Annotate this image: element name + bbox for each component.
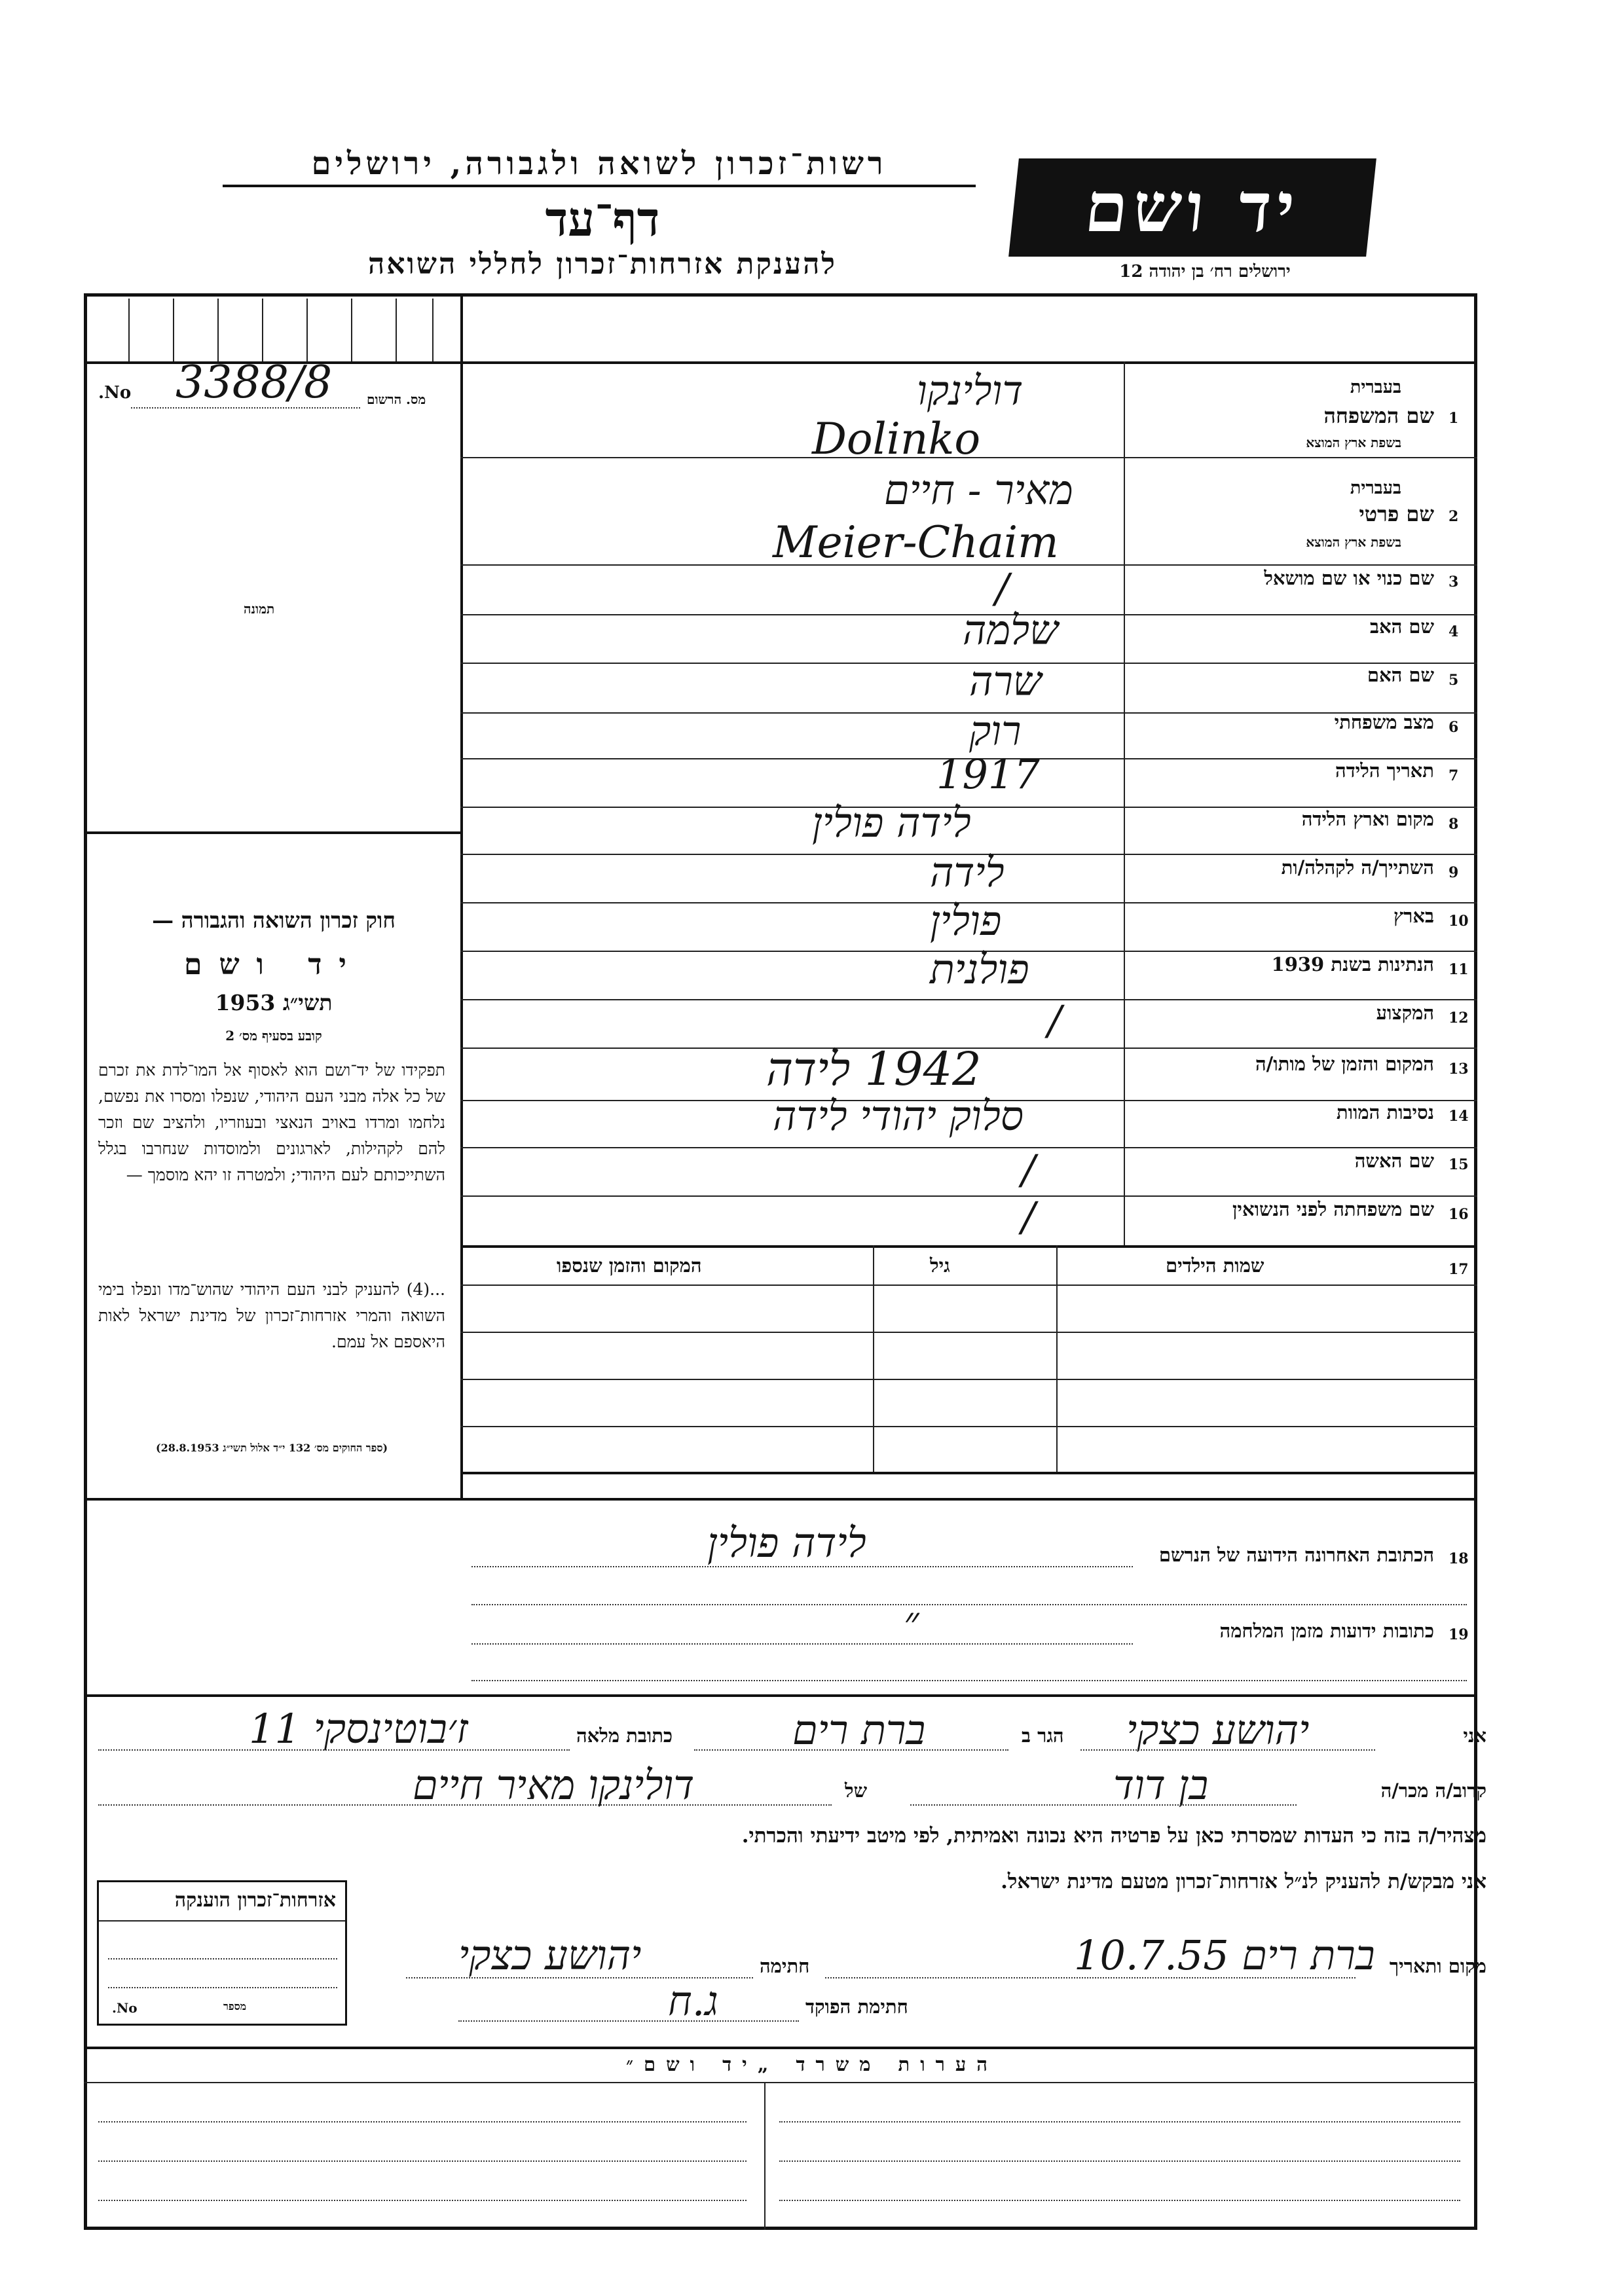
signature-label: חתימה — [760, 1955, 810, 1977]
field-4-label: שם האב — [1369, 615, 1434, 638]
field-16-num: 16 — [1449, 1206, 1469, 1223]
relation-value: בן דוד — [1113, 1761, 1209, 1809]
stamp-dotted — [108, 1987, 337, 1988]
field-2-num: 2 — [1449, 508, 1459, 525]
field-13-label: המקום והזמן של מותו/ה — [1255, 1053, 1434, 1075]
office-dotted — [98, 2160, 747, 2162]
field-2-hint-origin: בשפת ארץ המוצא — [1306, 534, 1401, 550]
field-2-label: שם פרטי — [1359, 501, 1434, 526]
field-14-num: 14 — [1449, 1108, 1469, 1125]
section-line — [84, 1498, 1477, 1501]
citizenship-stamp-box — [97, 1880, 347, 2026]
field-18-value: לידה פולין — [707, 1519, 866, 1567]
law-text-2: ...(4) להעניק לבני העם היהודי שהוש־מדו ונפלו בימי השואה והמרי אזרחות־זכרון של מדינת ישראל לאות היאספם אל עמם. — [98, 1280, 445, 1351]
field-10-num: 10 — [1449, 913, 1469, 930]
law-body-2 — [98, 1277, 445, 1355]
field-11-label: הנתינות בשנת 1939 — [1271, 953, 1434, 975]
strip-cell — [351, 299, 352, 361]
field-19-label: כתובות ידועות מזמן המלחמה — [1219, 1620, 1434, 1642]
field-11-value: פולנית — [930, 945, 1029, 993]
row-line — [460, 1147, 1477, 1148]
field-2-value-he: מאיר - חיים — [884, 466, 1073, 514]
field-3-value: / — [995, 564, 1009, 612]
dotted — [98, 1749, 570, 1751]
children-row-line — [460, 1379, 1477, 1380]
field-12-label: המקצוע — [1376, 1002, 1434, 1024]
office-dotted — [98, 2121, 747, 2123]
request-text: אני מבקש/ת להעניק לנ״ל אזרחות־זכרון מטעם מדינת ישראל. — [1001, 1870, 1486, 1893]
registry-dotted — [131, 407, 360, 409]
field-14-label: נסיבות המוות — [1336, 1101, 1434, 1123]
field-10-label: בארץ — [1393, 905, 1434, 927]
signature-value: יהושע כצקי — [458, 1931, 642, 1979]
photo-bottom-line — [84, 831, 462, 834]
field-19-dotted-2 — [471, 1680, 1467, 1681]
office-dotted — [779, 2121, 1460, 2123]
declarant-lives-label: הגר ב — [1022, 1724, 1064, 1747]
row-line — [460, 1245, 1477, 1248]
children-col-divider — [1056, 1245, 1058, 1472]
label-value-divider — [1124, 361, 1125, 1245]
field-19-value: ״ — [904, 1597, 919, 1645]
field-1-value-he: דולינקו — [917, 367, 1024, 414]
strip-cell — [173, 299, 174, 361]
clerk-signature-label: חתימת הפוקד — [805, 1995, 908, 2018]
children-col-names: שמות הילדים — [1166, 1254, 1264, 1277]
of-name-value: דולינקו מאיר חיים — [413, 1761, 695, 1809]
declarant-name: יהושע כצקי — [1126, 1706, 1310, 1754]
field-18-dotted-2 — [471, 1604, 1467, 1605]
field-6-label: מצב משפחתי — [1334, 711, 1434, 733]
form-title: דף־עד — [545, 191, 660, 247]
declarant-i-label: אני — [1463, 1724, 1486, 1747]
strip-cell — [432, 299, 434, 361]
strip-cell — [396, 299, 397, 361]
field-1-value-lat: Dolinko — [812, 414, 981, 464]
field-6-num: 6 — [1449, 719, 1459, 736]
field-19-num: 19 — [1449, 1626, 1469, 1643]
clerk-signature-value: ג.ח — [668, 1977, 718, 2025]
strip-cell — [262, 299, 263, 361]
dotted — [694, 1749, 1008, 1751]
row-line — [460, 999, 1477, 1000]
registry-number-label: מס. הרשום — [367, 392, 426, 407]
field-14-value: סלוק יהודי לידה — [773, 1092, 1024, 1140]
left-column-divider — [460, 293, 463, 1498]
row-line — [460, 1195, 1477, 1197]
field-2-value-lat: Meier-Chaim — [773, 517, 1059, 568]
photo-label: תמונה — [244, 601, 275, 617]
field-19-dotted — [471, 1643, 1133, 1645]
stamp-num-label: מספר — [223, 2000, 247, 2013]
law-reference: (ספר החוקים מס׳ 132 י״ד אלול תשי״ג 28.8.1953) — [155, 1442, 388, 1454]
stamp-box-title: אזרחות־זכרון הוענקה — [174, 1889, 336, 1912]
office-dotted — [779, 2160, 1460, 2162]
field-11-num: 11 — [1449, 961, 1469, 978]
field-15-num: 15 — [1449, 1156, 1469, 1173]
field-1-label: שם המשפחה — [1323, 403, 1434, 428]
children-col-divider — [873, 1245, 874, 1472]
field-2-hint-he: בעברית — [1350, 478, 1401, 498]
children-col-place: המקום והזמן שנספו — [557, 1254, 702, 1277]
law-year: תשי״ג 1953 — [215, 990, 333, 1015]
field-5-label: שם האם — [1367, 664, 1434, 686]
field-9-label: השתייך/ה לקהלה/ות — [1281, 856, 1434, 879]
dotted — [98, 1804, 832, 1806]
of-label: של — [845, 1779, 868, 1802]
field-5-num: 5 — [1449, 672, 1459, 689]
law-name: יד ושם — [184, 948, 363, 981]
field-7-label: תאריך הלידה — [1335, 759, 1434, 782]
declarant-address: ז׳בוטינסקי 11 — [249, 1705, 468, 1753]
stamp-dotted — [108, 1958, 337, 1959]
dotted — [458, 2020, 799, 2022]
registry-no-label: No. — [98, 383, 132, 403]
registry-number-value: 3388/8 — [175, 357, 333, 409]
dotted — [1080, 1749, 1375, 1751]
strip-cell — [306, 299, 308, 361]
logo-address: ירושלים רח׳ בן יהודה 12 — [1119, 262, 1291, 282]
field-18-label: הכתובת האחרונה הידועה של הנרשם — [1158, 1544, 1434, 1566]
field-18-num: 18 — [1449, 1550, 1469, 1567]
field-8-value: לידה פולין — [812, 799, 971, 847]
children-bottom-line — [460, 1472, 1477, 1474]
strip-cell — [128, 299, 130, 361]
organization-name: רשות־זכרון לשואה ולגבורה, ירושלים — [223, 145, 976, 187]
law-clause: קובע בסעיף מס׳ 2 — [225, 1028, 322, 1044]
strip-cell — [217, 299, 219, 361]
office-col-divider — [764, 2082, 766, 2230]
children-row-line — [460, 1332, 1477, 1333]
declarant-city: ברת רים — [792, 1706, 926, 1754]
field-16-value: / — [1022, 1193, 1035, 1241]
form-subtitle: להענקת אזרחות־זכרון לחללי השואה — [367, 247, 837, 281]
place-date-label: מקום ותאריך — [1389, 1955, 1486, 1977]
office-remarks-title: הערות משרד „יד ושם״ — [626, 2053, 998, 2075]
field-16-label: שם משפחתה לפני הנשואין — [1232, 1198, 1434, 1220]
office-dotted — [779, 2200, 1460, 2201]
children-row-line — [460, 1426, 1477, 1427]
place-date-value: ברת רים 10.7.55 — [1074, 1931, 1375, 1979]
stamp-no-label: No. — [112, 2000, 138, 2016]
stamp-line — [99, 1920, 345, 1922]
relative-label: קרוב/ה מכר/ה — [1380, 1779, 1486, 1802]
field-7-num: 7 — [1449, 767, 1459, 784]
field-4-value: שלמה — [963, 606, 1058, 654]
field-17-num: 17 — [1449, 1261, 1469, 1278]
field-1-hint-he: בעברית — [1350, 377, 1401, 397]
field-9-value: לידה — [930, 848, 1005, 896]
declarant-address-label: כתובת מלאה — [576, 1724, 673, 1747]
law-title: חוק זכרון השואה והגבורה — — [152, 907, 396, 933]
children-col-age: גיל — [930, 1254, 950, 1277]
field-8-label: מקום וארץ הלידה — [1301, 808, 1434, 830]
field-9-num: 9 — [1449, 864, 1459, 881]
office-top-line — [84, 2047, 1477, 2049]
law-text-1: תפקידו של יד־ושם הוא לאסוף אל המו־לדת את זכרם של כל אלה מבני העם היהודי, שנפלו ומסרו את נפשם, נלחמו ומרדו באויב הנאצי ובעוזריו, ולהציב שם וזכר להם לקהילות, לארגונים ולמוסדות שנחרבו בגלל השתייכותם לעם היהודי; ולמטרה זו יהא מוסמך — — [98, 1061, 445, 1184]
field-8-num: 8 — [1449, 816, 1459, 833]
office-dotted — [98, 2200, 747, 2201]
field-13-num: 13 — [1449, 1061, 1469, 1078]
field-13-value: 1942 לידה — [766, 1042, 982, 1096]
office-line — [84, 2082, 1477, 2083]
field-1-num: 1 — [1449, 410, 1459, 427]
field-1-hint-origin: בשפת ארץ המוצא — [1306, 435, 1401, 450]
field-18-dotted — [471, 1566, 1133, 1567]
section-line — [84, 1694, 1477, 1697]
field-10-value: פולין — [930, 897, 1002, 945]
field-3-num: 3 — [1449, 574, 1459, 591]
children-row-line — [460, 1285, 1477, 1286]
field-5-value: שרה — [969, 657, 1042, 705]
field-12-value: / — [1048, 996, 1061, 1044]
dotted — [910, 1804, 1297, 1806]
declare-text: מצהיר/ה בזה כי העדות שמסרתי כאן על פרטיה היא נכונה ואמיתית, לפי מיטב ידיעתי והכרתי. — [741, 1824, 1486, 1848]
field-3-label: שם כנוי או שם מושאל — [1264, 567, 1434, 589]
field-6-value: רוק — [969, 707, 1022, 755]
dotted — [825, 1977, 1356, 1978]
field-15-label: שם האשה — [1354, 1150, 1434, 1172]
law-body-1 — [98, 1057, 445, 1188]
field-4-num: 4 — [1449, 623, 1459, 640]
field-7-value: 1917 — [936, 750, 1040, 798]
yad-vashem-logo: יד ושם — [1008, 158, 1376, 257]
field-15-value: / — [1022, 1146, 1035, 1194]
field-12-num: 12 — [1449, 1010, 1469, 1027]
